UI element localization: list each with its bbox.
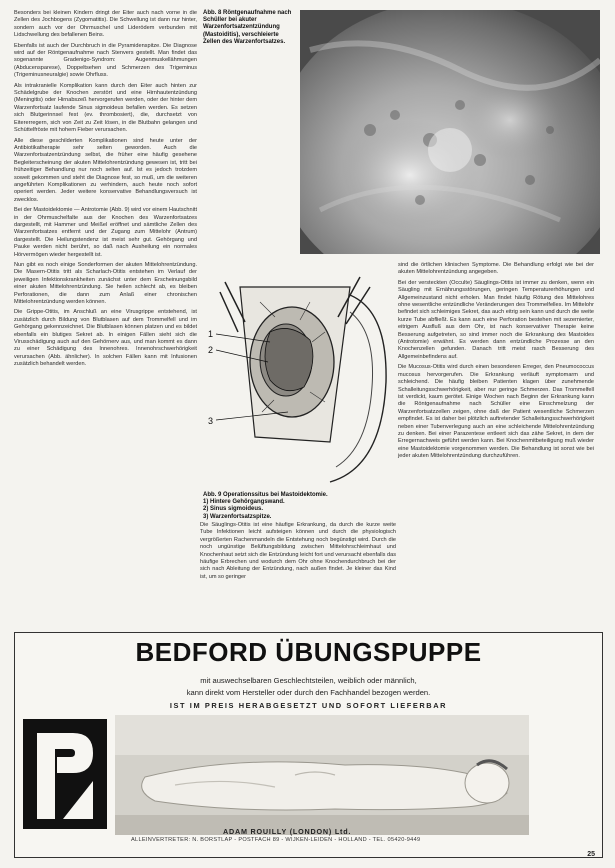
surgery-caption <box>203 492 393 521</box>
training-doll-photo <box>115 715 529 835</box>
paragraph: Die Mucosus-Otitis wird durch einen besonderen Erreger, den Pneumococcus mucosus hervorgerufen. Die Erkrankung verläuft symptomarm und schleichend. Die häufig bleiben Patienten klagen über zunehmende Schalleitungsschwerhörigkeit, aber nur geringe Schmerzen. Das Trommelfell ist verdickt, kaum gerötet. Einige Wochen nach Beginn der Erkrankung kann die Röntgenaufnahme nach Schüller eine Einschmelzung der Warzenfortsatzzellen zeigen, ohne daß der Patient wesentliche Schmerzen empfindet. Es ist daher bei plötzlich auftretender Schalleitungsschwerhörigkeit neben einer Tubenverlegung auch an eine schleichende Mittelohrentzündung zu denken. Bei einer Parazentese entleert sich das zähe Sekret, in dem der Erregernachweis geführt werden kann. Bei Knochenmitbeteiligung muß wieder eine Mastoidektomie vorgenommen werden. Die Behandlung ist sonst wie bei jeder akuten Mittelohrentzündung durchzuführen. <box>398 364 594 460</box>
caption-title: Abb. 9 Operationssitus bei Mastoidektomie. <box>203 492 328 498</box>
paragraph: sind die örtlichen klinischen Symptome. Die Behandlung erfolgt wie bei der akuten Mittelohrentzündung angegeben. <box>398 262 594 276</box>
surgery-illustration <box>200 262 396 488</box>
xray-caption: Abb. 8 Röntgenaufnahme nach Schüller bei akuter Warzenfortsatzentzündung (Mastoiditis), verschleierte Zellen des Warzenfortsatzes. <box>203 10 292 45</box>
ad-company-name: ADAM ROUILLY (LONDON) Ltd. <box>223 827 352 836</box>
ad-title: BEDFORD ÜBUNGSPUPPE <box>135 637 482 667</box>
advertisement <box>14 632 603 858</box>
paragraph: Alle diese geschilderten Komplikationen sind heute unter der Antibiotikatherapie sehr selten geworden. Auch die Warzenfortsatzentzündung selbst, die früher eine häufig gesehene Begleiterscheinung der akuten Mittelohrentzündung gewesen ist, tritt bei frühzeitiger Behandlung nur noch selten auf. Ist es jedoch trotzdem soweit gekommen und steht die Diagnose fest, so muß, um die weiteren angeführten Komplikationen zu verhindern, auch heute noch sofort operiert werden. Jeder weitere konservative Behandlungsversuch ist zwecklos. <box>14 137 197 203</box>
ear-surgery-drawing <box>200 262 396 488</box>
paragraph: Bei der versteckten (Occulte) Säuglings-Otitis ist immer zu denken, wenn ein Säugling mit Ernährungsstörungen, geringen Temperaturerhöhungen und Allgemeinzustand nicht erholen. Man findet häufig Rötung des Mittelohres ohne wesentliche entzündliche Veränderungen des Trommelfelles. Im Mittelohr befindet sich schleimiges Sekret, das auch eitrig sein kann und durch die weite kurze Tube abfließt. Es kann auch eine Perforation bestehen mit sezernierter, eitrigem Ausfluß aus dem Ohr, ist nach konservativer Therapie keine Besserung aufgetreten, so sind immer noch die Erkrankung des Mastoides (Antrotomie) erwähnt. Es werden dann entzündliche Prozesse an den Knochenzellen gefunden. Danach tritt meist rasch Besserung des Allgemeinbefindens auf. <box>398 279 594 360</box>
caption-item: 1) Hintere Gehörgangswand. <box>203 499 285 506</box>
doll-graphic <box>115 715 529 835</box>
left-text-column <box>14 10 197 372</box>
page-number: 25 <box>587 851 595 858</box>
xray-graphic <box>300 10 600 254</box>
paragraph: Die Säuglings-Otitis ist eine häufige Erkrankung, da durch die kurze weite Tube Infektionen leicht aufsteigen können und durch die physiologisch vergrößerten Rachenmandeln die Entstehung noch begünstigt wird. Durch die noch ungünstige Belüftungsbildung zwischen Mittelohrschleimhaut und Knochenhaut setzt sich die Entzündung leicht fort und verursacht ebenfalls das häufige Erbrechen und wodurch dem Ohr ohne Knochendurchbruch bei der sich nach Ableitung der Entzündung, nach außen findet. Je kleiner das Kind ist, um so geringer <box>200 522 396 580</box>
paragraph: Als intrakranielle Komplikation kann durch den Eiter auch hinten zur Schädelgrube der Knochen zerstört und eine Hirnhautentzündung (Meningitis) oder Hirnabszeß hervorgerufen werden, oder der hinter dem Warzenfortsatz laufende Sinus sigmoideus befallen werden. Es setzen sich Blutgerinnsel fest (ev. thrombosiert), die, durchsetzt von Eitererregern, sich von Zeit zu Zeit lösen, in die Blutbahn gelangen und Schüttelfröste mit hohem Fieber verursachen. <box>14 82 197 134</box>
ad-tagline: IST IM PREIS HERABGESETZT UND SOFORT LIEFERBAR <box>169 701 448 710</box>
paragraph: Die Grippe-Otitis, im Anschluß an eine Virusgrippe entstehend, ist zusätzlich durch Bildung von Blutblasen auf dem Trommelfell und im Gehörgang gekennzeichnet. Die Blutblasen können platzen und es bildet ebenfalls ein blutiges Sekret ab. In einigen Fällen sieht sich die Virusschädigung auch auf den Gehörnerv aus, und man kommt es dann zu einer Schädigung des Innenohres. Innenohrschwerhörigkeit verursachen (Abb. ähnlicher). In solchen Fällen kann mit Infusionen zusätzlich behandelt werden. <box>14 309 197 368</box>
paragraph: Nun gibt es noch einige Sonderformen der akuten Mittelohrentzündung. Die Masern-Otitis tritt als Scharlach-Otitis entstehen im Verlauf der jeweiligen Infektionskrankheiten zunächst unter dem Erscheinungsbild einer akuten Mittelohrentzündung. Sie heilen schlecht ab, es bleiben Perforationen, die dann zum Anlaß einer chronischen Mittelohrentzündung werden können. <box>14 262 197 306</box>
caption-item: 3) Warzenfortsatzspitze. <box>203 513 272 520</box>
company-logo <box>23 719 107 829</box>
caption-item: 2) Sinus sigmoideus. <box>203 506 264 513</box>
paragraph: Besonders bei kleinen Kindern dringt der Eiter auch nach vorne in die Zellen des Jochbogens (Zygomatitis). Die Schwellung ist dann nur hinter, sondern auch vor der Ohrmuschel und Liderödem verbunden mit Lidschwellung des befallenen Beins. <box>14 10 197 39</box>
figure-label-3: 3 <box>208 416 214 426</box>
figure-label-2: 2 <box>208 345 214 355</box>
ad-line: kann direkt vom Hersteller oder durch den Fachhandel bezogen werden. <box>186 688 431 697</box>
ad-address: ALLEINVERTRETER: N. BORSTLAP - POSTFACH 89 - WIJKEN-LEIDEN - HOLLAND - TEL. 05420-9449 <box>131 837 421 843</box>
logo-graphic <box>23 719 107 829</box>
paragraph: Bei der Mastoidektomie — Antrotomie (Abb. 9) wird vor einem Hautschnitt in der Ohrmuschelfalte aus der Knochen des Warzenfortsatzes dargestellt, mit Hammer und Meißel eröffnet und sämtliche Zellen des Warzenfortsatzes entfernt und der Zugang zum Mittelohr (Antrum) dargestellt. Die Heilungstendenz ist meist sehr gut. Gehörgang und Pauke werden nicht berührt, so daß nach Ausheilung ein normales Hörvermögen wieder hergestellt ist. <box>14 207 197 258</box>
middle-text-column <box>200 522 396 584</box>
figure-label-1: 1 <box>208 329 214 339</box>
xray-image <box>300 10 600 254</box>
right-text-column <box>398 262 594 464</box>
ad-line: mit auswechselbaren Geschlechtsteilen, weiblich oder männlich, <box>200 676 417 685</box>
paragraph: Ebenfalls ist auch der Durchbruch in die Pyramidenspitze. Die Diagnose wird auf der Röntgenaufnahme nach Stenvers gestellt. Man findet das sogenannte Gradenigo-Syndrom: Augenmuskellähmungen (Abducensparese), Doppeltsehen und Schmerzen des Trigeminus (Trigeminusneuralgie) sowie Ohrfluss. <box>14 42 197 79</box>
